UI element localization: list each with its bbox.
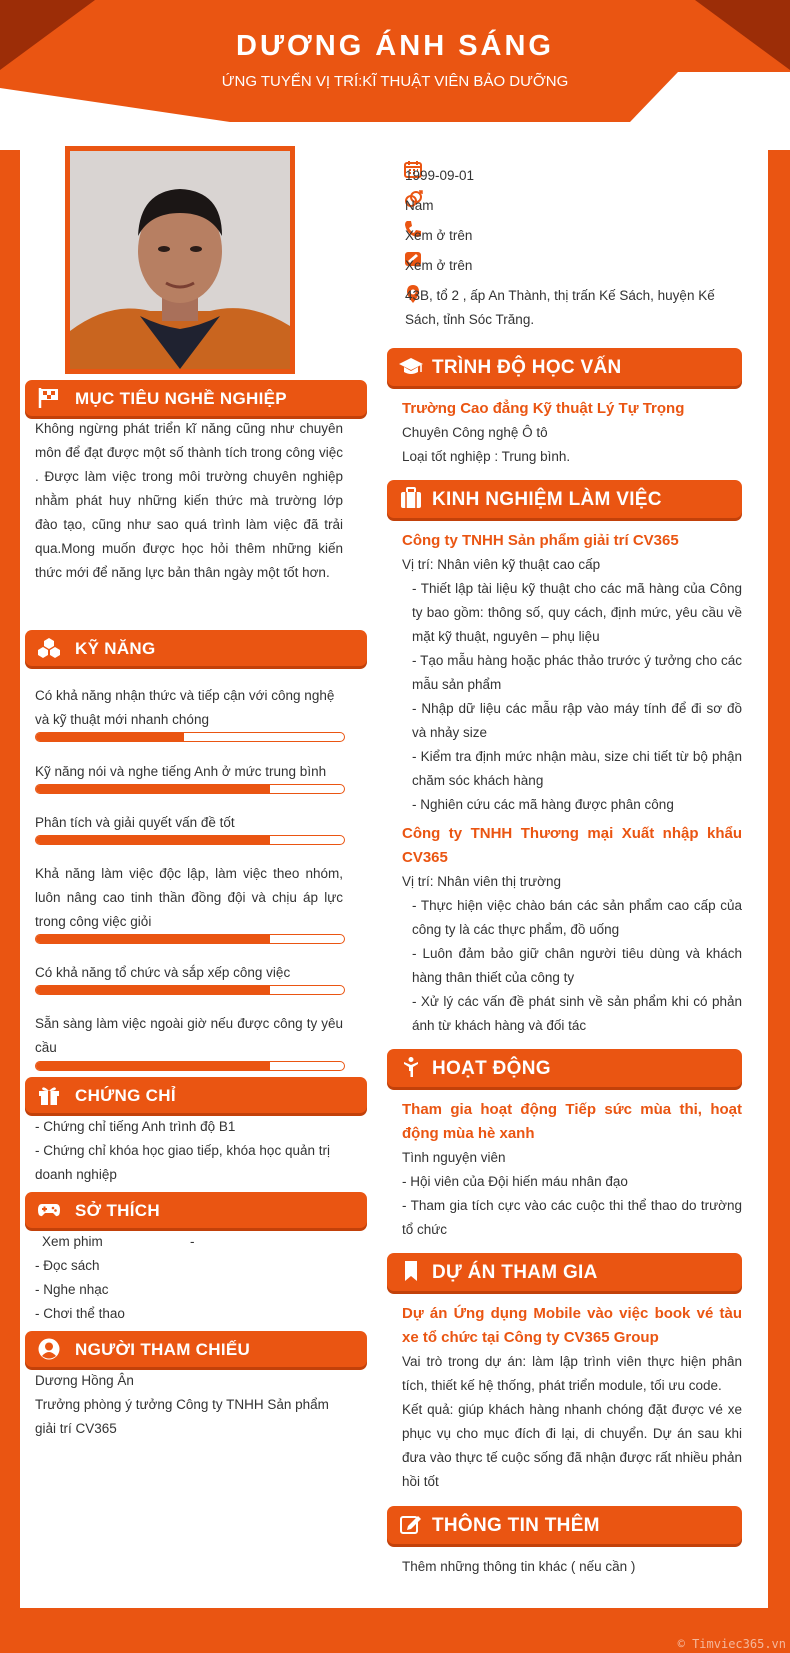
gender: Nam [405,198,434,213]
job-role: Vị trí: Nhân viên kỹ thuật cao cấp [402,557,601,572]
job-task: - Luôn đảm bảo giữ chân người tiêu dùng và khách hàng thân thiết của công ty [412,946,742,985]
skills-icon [37,637,61,659]
job-task: - Thiết lập tài liệu kỹ thuật cho các mã hàng của Công ty bao gồm: thông số, quy cách, định mức, yêu cầu về mặt kỹ thuật, nguyên – phụ liệu [412,581,742,644]
section-objective [25,380,367,416]
experience-title: KINH NGHIỆM LÀM VIỆC [432,489,662,510]
hobbies-title: SỞ THÍCH [75,1201,160,1220]
hobby-dash: - [190,1234,195,1249]
objective-title: MỤC TIÊU NGHỀ NGHIỆP [75,389,287,408]
certificate-item: - Chứng chỉ khóa học giao tiếp, khóa học quản trị doanh nghiệp [35,1143,330,1182]
gift-icon [37,1084,61,1106]
skills-title: KỸ NĂNG [75,639,156,658]
skill-bar [35,985,345,995]
skill-label: Phân tích và giải quyết vấn đề tốt [35,815,235,830]
bookmark-icon [399,1260,423,1282]
reference-role: Trưởng phòng ý tưởng Công ty TNHH Sản phẩm giải trí CV365 [35,1397,329,1436]
more-info-title: THÔNG TIN THÊM [432,1515,600,1536]
skill-label: Sẵn sàng làm việc ngoài giờ nếu được công ty yêu cầu [35,1016,343,1055]
section-activities [387,1049,742,1087]
skill-bar-fill [36,785,270,793]
skill-label: Khả năng làm việc độc lập, làm việc theo nhóm, luôn nâng cao tinh thần đồng đội và chịu áp lực trong công việc giỏi [35,866,343,929]
frame-bottom [0,1608,790,1653]
hobby-item: - Đọc sách [35,1258,100,1273]
job-task: - Nhập dữ liệu các mẫu rập vào máy tính để đi sơ đồ và nhảy size [412,701,742,740]
skill-bar-fill [36,935,270,943]
hobby-item: - Nghe nhạc [35,1282,109,1297]
skill-label: Kỹ năng nói và nghe tiếng Anh ở mức trung bình [35,764,327,779]
user-icon [37,1338,61,1360]
certificates-title: CHỨNG CHỈ [75,1086,176,1105]
project-result: Kết quả: giúp khách hàng nhanh chóng đặt được vé xe phục vụ cho mục đích đi lại, di chuyển. Dự án sau khi đưa vào thực tế cuộc sống đã nhận được rất nhiều phản hồi tốt [402,1402,742,1489]
section-skills [25,630,367,666]
job-company: Công ty TNHH Thương mại Xuất nhập khẩu CV365 [402,825,742,866]
birthday: 1999-09-01 [405,168,475,183]
project-heading: Dự án Ứng dụng Mobile vào việc book vé tàu xe tổ chức tại Công ty CV365 Group [402,1305,742,1346]
skill-label: Có khả năng tổ chức và sắp xếp công việc [35,965,291,980]
candidate-name: DƯƠNG ÁNH SÁNG [236,30,554,62]
more-info-text: Thêm những thông tin khác ( nếu cần ) [402,1559,636,1574]
skill-bar-fill [36,836,270,844]
activities-title: HOẠT ĐỘNG [432,1058,551,1079]
objective-text: Không ngừng phát triển kĩ năng cũng như chuyên môn để đạt được một số thành tích trong công việc . Được làm việc trong môi trường chuyên nghiệp nhằm phát huy những kiến thức mà trường lớp đào tạo, cũng như sao quá trình làm việc đã trải qua.Mong muốn được học hỏi thêm những kiến thức mới để năng lực bản thân ngày một tốt hơn. [35,421,343,580]
section-certificates [25,1077,367,1113]
graduation-cap-icon [399,355,423,377]
education-school: Trường Cao đẳng Kỹ thuật Lý Tự Trọng [402,400,685,417]
frame-left [0,150,20,1653]
edit-icon [399,1513,423,1535]
address: 43B, tổ 2 , ấp An Thành, thị trấn Kế Sách, huyện Kế Sách, tỉnh Sóc Trăng. [405,288,715,327]
hobby-item: - Chơi thể thao [35,1306,125,1321]
activity-heading: Tham gia hoạt động Tiếp sức mùa thi, hoạt động mùa hè xanh [402,1101,742,1142]
education-major: Chuyên Công nghệ Ô tô [402,425,548,440]
briefcase-icon [399,487,423,509]
section-projects [387,1253,742,1291]
activity-item: - Hội viên của Đội hiến máu nhân đạo [402,1174,628,1189]
job-task: - Thực hiện việc chào bán các sản phẩm cao cấp của công ty là các thực phẩm, đồ uống [412,898,742,937]
section-reference [25,1331,367,1367]
job-role: Vị trí: Nhân viên thị trường [402,874,561,889]
reference-name: Dương Hồng Ân [35,1373,134,1388]
portrait-image [70,151,290,369]
skill-bar-fill [36,733,184,741]
profile-photo [65,146,295,374]
header-shape-left-2 [0,104,45,122]
reference-title: NGƯỜI THAM CHIẾU [75,1340,251,1359]
job-task: - Nghiên cứu các mã hàng được phân công [412,797,674,812]
skill-bar [35,1061,345,1071]
skill-bar [35,732,345,742]
flag-icon [37,387,61,409]
gamepad-icon [37,1199,61,1221]
section-education [387,348,742,386]
activity-item: - Tham gia tích cực vào các cuộc thi thể thao do trường tổ chức [402,1198,742,1237]
certificate-item: - Chứng chỉ tiếng Anh trình độ B1 [35,1119,236,1134]
projects-title: DỰ ÁN THAM GIA [432,1262,598,1283]
skill-bar [35,934,345,944]
phone: Xem ở trên [405,228,473,243]
job-task: - Kiểm tra định mức nhận màu, size chi tiết từ bộ phận chăm sóc khách hàng [412,749,742,788]
skill-bar-fill [36,1062,270,1070]
applied-position: ỨNG TUYỂN VỊ TRÍ:KĨ THUẬT VIÊN BẢO DƯỠNG [221,73,569,90]
skill-label: Có khả năng nhận thức và tiếp cận với công nghệ và kỹ thuật mới nhanh chóng [35,688,335,727]
section-hobbies [25,1192,367,1228]
skill-bar [35,835,345,845]
skill-bar-fill [36,986,270,994]
skill-bar [35,784,345,794]
person-activity-icon [399,1056,423,1078]
hobby-item: Xem phim [42,1234,103,1249]
section-more-info [387,1506,742,1544]
job-company: Công ty TNHH Sản phẩm giải trí CV365 [402,532,679,549]
education-grade: Loại tốt nghiệp : Trung bình. [402,449,571,464]
job-task: - Tạo mẫu hàng hoặc phác thảo trước ý tưởng cho các mẫu sản phẩm [412,653,742,692]
project-role: Vai trò trong dự án: làm lập trình viên thực hiện phân tích, thiết kế hệ thống, phát triển module, tối ưu code. [402,1354,742,1393]
watermark: © Timviec365.vn [677,1637,786,1651]
section-experience [387,480,742,518]
job-task: - Xử lý các vấn đề phát sinh về sản phẩm khi có phản ánh từ khách hàng và đối tác [412,994,742,1033]
frame-right [768,150,790,1653]
email: Xem ở trên [405,258,473,273]
education-title: TRÌNH ĐỘ HỌC VẤN [432,357,622,378]
activity-role: Tình nguyện viên [402,1150,506,1165]
